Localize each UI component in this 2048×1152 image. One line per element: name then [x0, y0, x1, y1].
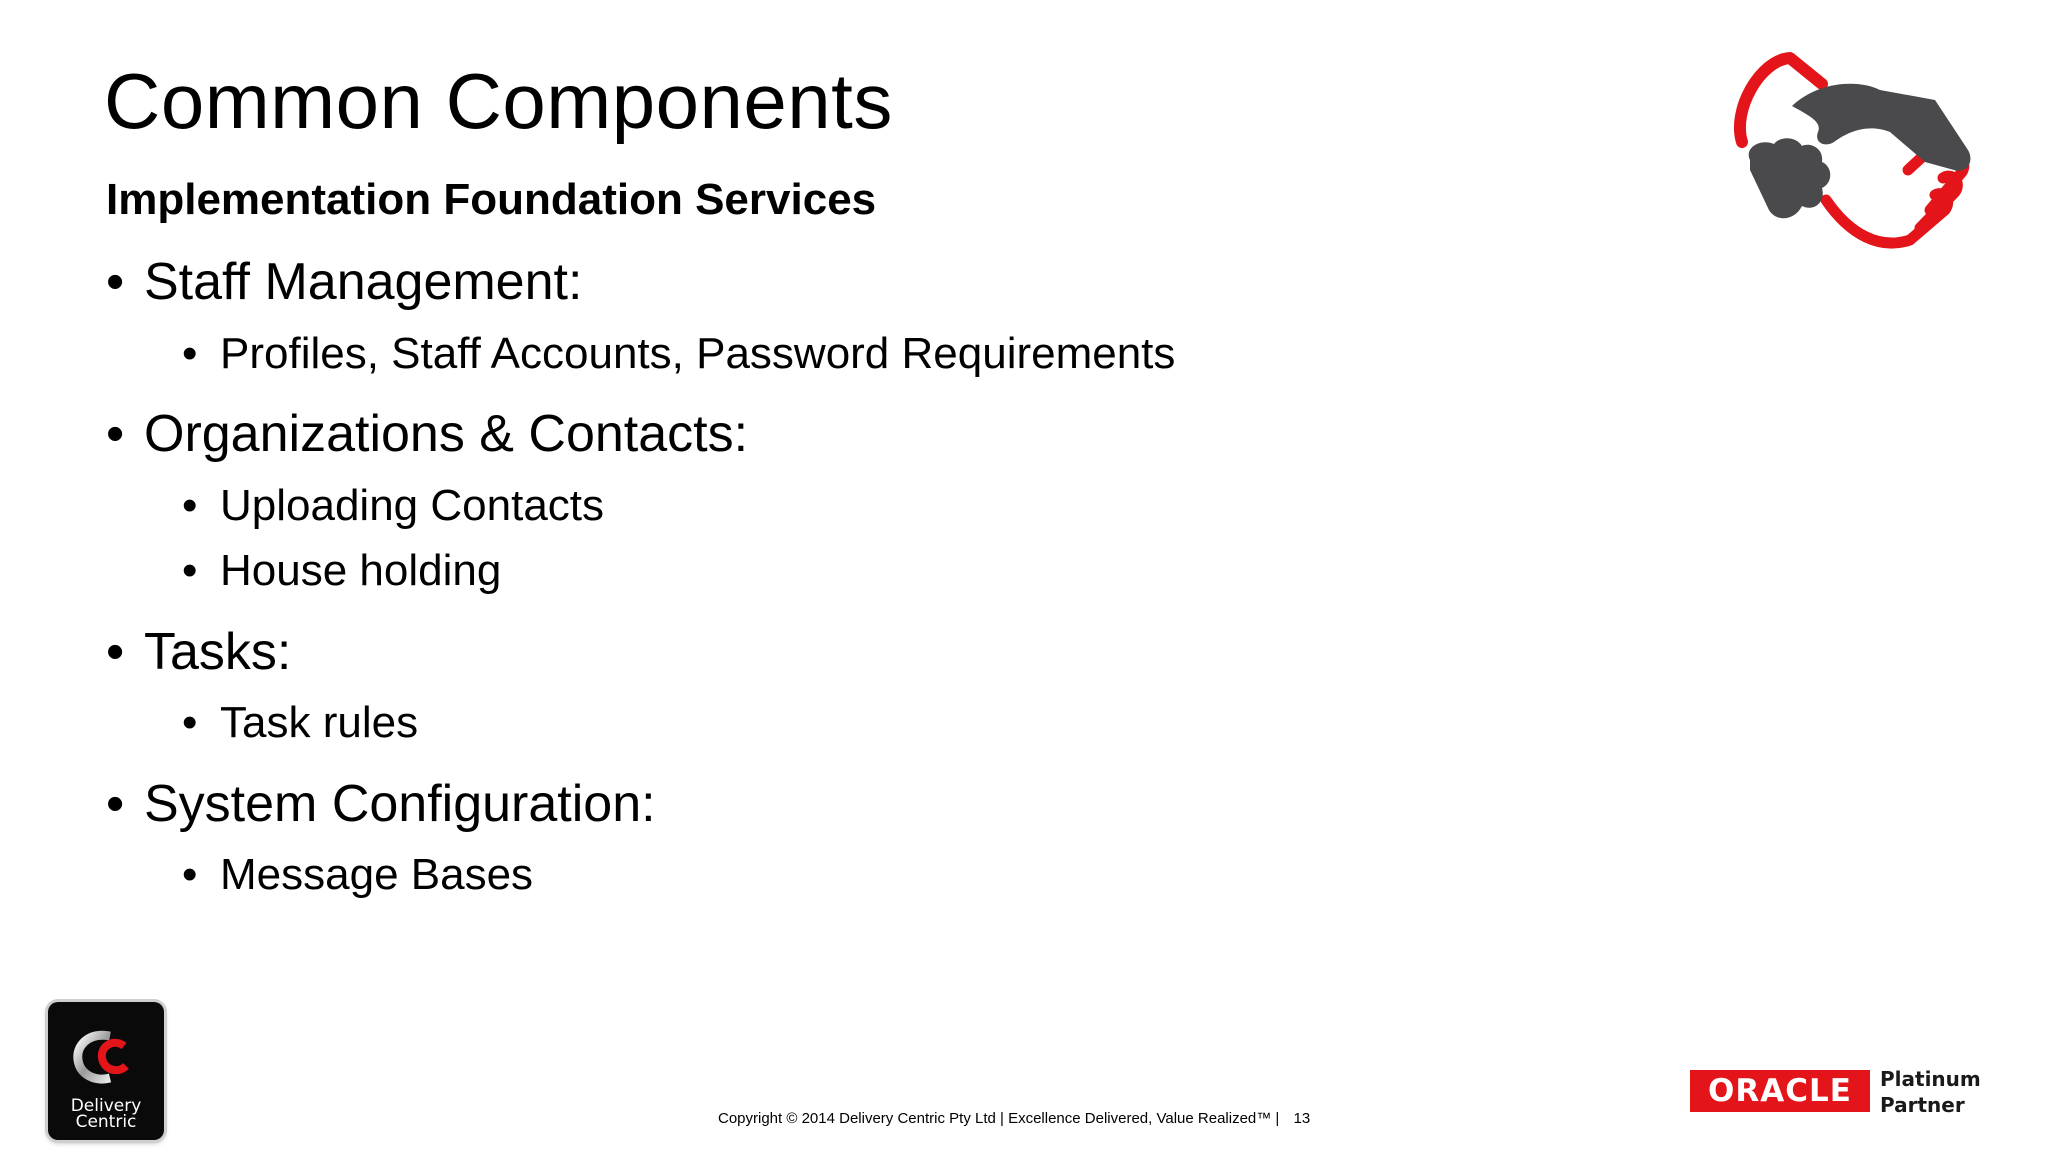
bullet-label: Staff Management:	[144, 253, 583, 311]
footer	[718, 1110, 1310, 1127]
bullet-organizations-contacts	[106, 405, 749, 463]
bullet-dot: •	[106, 775, 125, 833]
partner-line2: Partner	[1880, 1093, 1965, 1117]
oracle-partner-level	[1880, 1066, 1981, 1118]
slide-subtitle: Implementation Foundation Services	[106, 175, 877, 224]
logo-text-line2: Centric	[75, 1112, 137, 1132]
handshake-icon	[1730, 50, 1990, 260]
partner-line1: Platinum	[1880, 1067, 1981, 1091]
sub-bullet-label: Uploading Contacts	[220, 481, 605, 530]
bullet-dot: •	[106, 623, 125, 681]
bullet-label: Tasks:	[144, 623, 292, 681]
sub-bullet-message-bases	[182, 850, 534, 899]
sub-bullet-profiles	[182, 329, 1176, 378]
bullet-dot: •	[182, 481, 198, 530]
bullet-system-configuration	[106, 775, 656, 833]
bullet-dot: •	[182, 546, 198, 595]
bullet-label: System Configuration:	[144, 775, 656, 833]
sub-bullet-uploading-contacts	[182, 481, 605, 530]
delivery-centric-emblem	[48, 1002, 164, 1102]
logo-text-line1: Delivery	[70, 1096, 142, 1116]
bullet-label: Organizations & Contacts:	[144, 405, 749, 463]
slide-title: Common Components	[104, 57, 893, 145]
bullet-tasks	[106, 623, 292, 681]
sub-bullet-label: House holding	[220, 546, 502, 595]
bullet-dot: •	[182, 329, 198, 378]
delivery-centric-logo	[48, 1002, 164, 1140]
sub-bullet-label: Profiles, Staff Accounts, Password Requirements	[220, 329, 1176, 378]
sub-bullet-task-rules	[182, 698, 419, 747]
bullet-dot: •	[106, 405, 125, 463]
sub-bullet-house-holding	[182, 546, 502, 595]
bullet-dot: •	[182, 698, 198, 747]
bullet-dot: •	[106, 253, 125, 311]
footer-copyright: Copyright © 2014 Delivery Centric Pty Ltd | Excellence Delivered, Value Realized™ |	[718, 1110, 1280, 1127]
bullet-dot: •	[182, 850, 198, 899]
oracle-logo: ORACLE	[1690, 1070, 1870, 1112]
sub-bullet-label: Message Bases	[220, 850, 534, 899]
sub-bullet-label: Task rules	[220, 698, 419, 747]
bullet-staff-management	[106, 253, 583, 311]
page-number: 13	[1293, 1110, 1311, 1127]
